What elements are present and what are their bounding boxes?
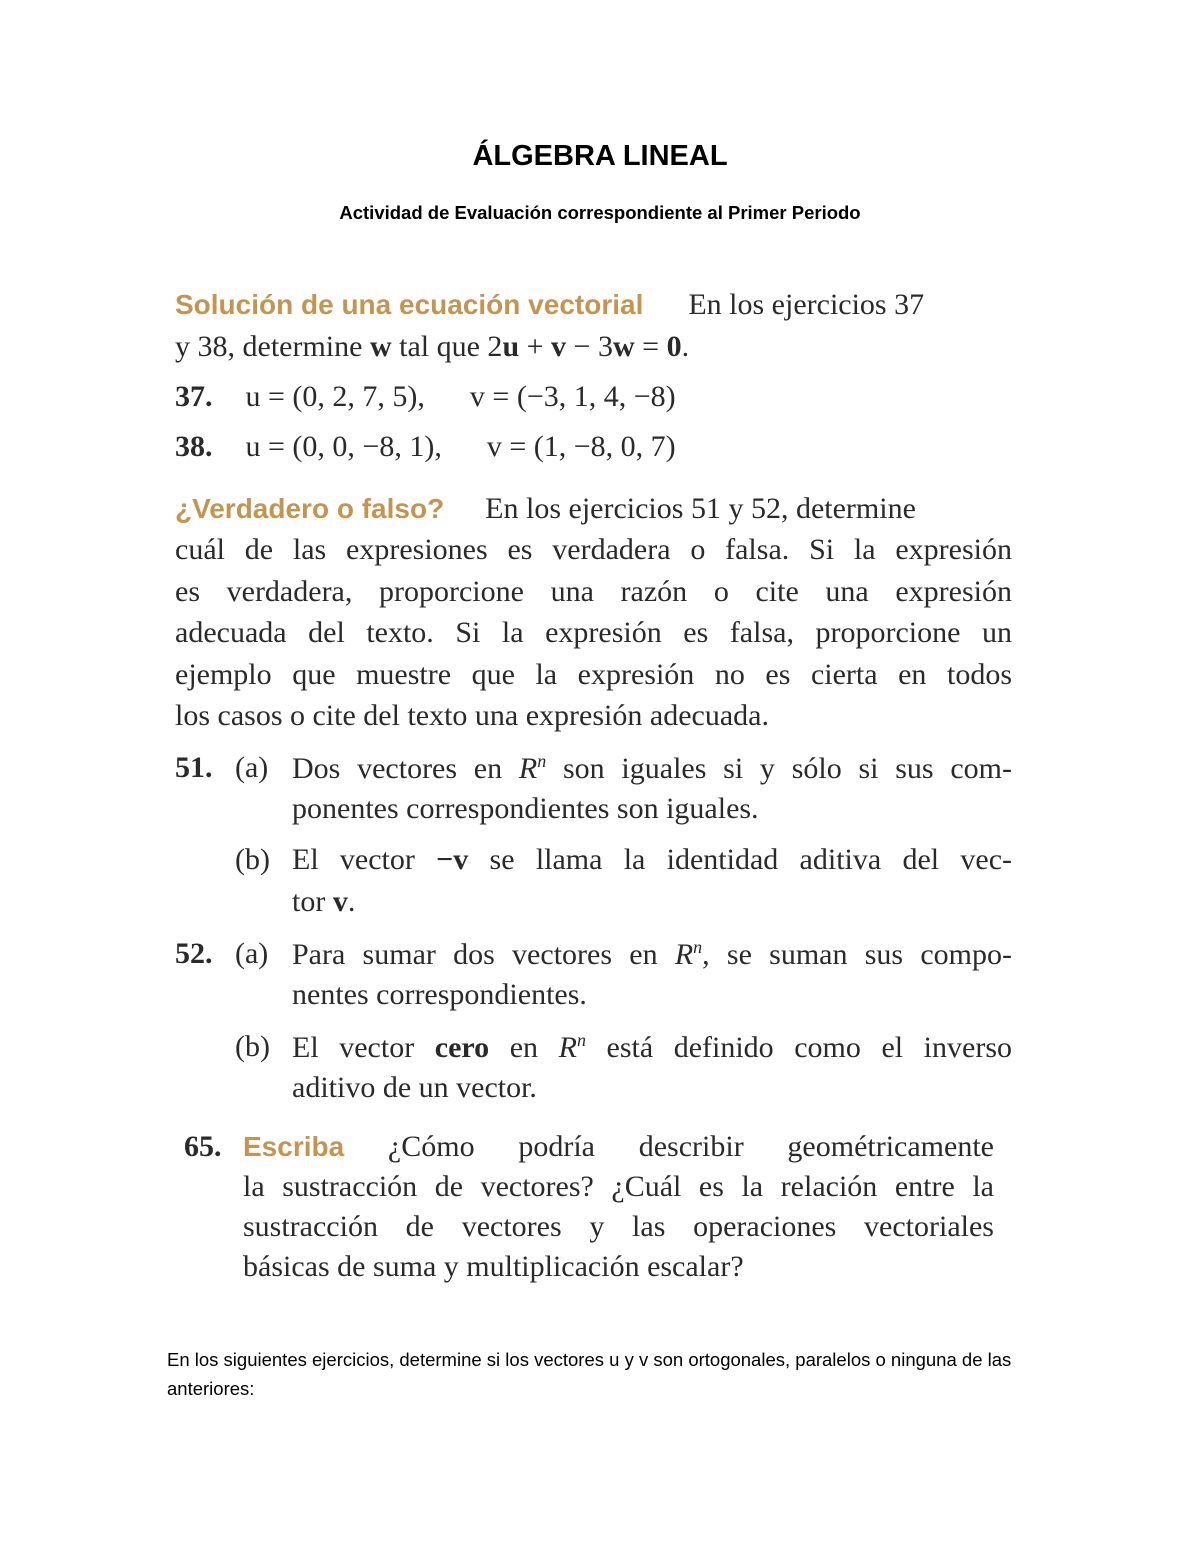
exercise-38: [175, 430, 676, 464]
math-R: R: [558, 1031, 577, 1064]
section3-line: básicas de suma y multiplicación escalar?: [243, 1250, 744, 1283]
exercise-37: [175, 380, 676, 414]
section3-text: ¿Cómo podría describir geométricamente: [387, 1130, 994, 1163]
text: está definido como el inverso: [585, 1031, 1012, 1064]
exercise-37-u: u = (0, 2, 7, 5),: [245, 380, 425, 413]
math-n: n: [576, 1030, 586, 1050]
page-subtitle: Actividad de Evaluación correspondiente al Primer Periodo: [339, 202, 861, 223]
page-title: ÁLGEBRA LINEAL: [472, 140, 728, 172]
text: , se suman sus compo-: [702, 938, 1012, 971]
vector-neg-v: −v: [436, 843, 469, 876]
text: se llama la identidad aditiva del vec-: [468, 843, 1012, 876]
exercise-38-v: v = (1, −8, 0, 7): [486, 430, 676, 463]
exercise-37-v: v = (−3, 1, 4, −8): [469, 380, 676, 413]
exercise-52a-line1: [292, 937, 1012, 972]
section3-line: la sustracción de vectores? ¿Cuál es la relación entre la: [243, 1170, 994, 1203]
math-n: n: [693, 937, 703, 957]
item-letter: (a): [235, 937, 269, 970]
exercise-number: 38.: [175, 430, 213, 463]
exercise-number: 37.: [175, 380, 213, 413]
text: El vector: [292, 1031, 435, 1064]
math-n: n: [537, 751, 547, 771]
text: son iguales si y sólo si sus com-: [546, 752, 1012, 785]
section3-heading: Escriba: [243, 1131, 345, 1162]
section1-line2: [175, 330, 689, 364]
item-letter: (b): [235, 1030, 270, 1063]
vector-w: w: [369, 330, 392, 363]
section2-heading: ¿Verdadero o falso?: [175, 493, 445, 524]
text: =: [634, 330, 667, 363]
bold-word: cero: [434, 1031, 490, 1064]
vector-w: w: [612, 330, 635, 363]
vector-v: v: [551, 330, 567, 363]
vector-u: u: [502, 330, 520, 363]
math-R: R: [674, 938, 694, 971]
exercise-52a-line2: nentes correspondientes.: [292, 978, 587, 1011]
section3-line: sustracción de vectores y las operaciones vectoriales: [243, 1210, 994, 1243]
section1-line1: [175, 288, 924, 322]
section2-line1: [175, 492, 916, 526]
section2-intro-line: los casos o cite del texto una expresión adecuada.: [175, 699, 769, 732]
section1-heading: Solución de una ecuación vectorial: [175, 289, 644, 320]
footer-instruction: En los siguientes ejercicios, determine si los vectores u y v son ortogonales, paralelos o ninguna de las anteriores:: [167, 1349, 1012, 1399]
exercise-51b-line2: [292, 885, 355, 919]
text: .: [681, 330, 690, 363]
exercise-38-u: u = (0, 0, −8, 1),: [245, 430, 442, 463]
section2-intro-line: cuál de las expresiones es verdadera o falsa. Si la expresión: [175, 533, 1012, 566]
exercise-51b-line1: [292, 843, 1012, 877]
text: tor: [292, 885, 333, 918]
exercise-number: 51.: [175, 751, 213, 784]
item-letter: (a): [235, 751, 269, 784]
exercise-52b-line2: aditivo de un vector.: [292, 1071, 537, 1104]
section2-intro-line: En los ejercicios 51 y 52, determine: [485, 492, 916, 525]
text: .: [347, 885, 356, 918]
section2-intro-line: adecuada del texto. Si la expresión es falsa, proporcione un: [175, 616, 1012, 649]
text: y 38, determine: [175, 330, 370, 363]
exercise-52b-line1: [292, 1030, 1012, 1065]
exercise-51a-line1: [292, 751, 1012, 786]
vector-v: v: [332, 885, 348, 918]
section2-intro-line: ejemplo que muestre que la expresión no es cierta en todos: [175, 658, 1012, 691]
section3-line1: [243, 1130, 994, 1164]
exercise-number: 52.: [175, 937, 213, 970]
section2-intro-line: es verdadera, proporcione una razón o cite una expresión: [175, 575, 1012, 608]
text: El vector: [292, 843, 437, 876]
exercise-number: 65.: [184, 1130, 222, 1163]
text: Para sumar dos vectores en: [292, 938, 675, 971]
text: Dos vectores en: [292, 752, 519, 785]
zero-vector: 0: [666, 330, 682, 363]
math-R: R: [518, 752, 538, 785]
exercise-51a-line2: ponentes correspondientes son iguales.: [292, 792, 759, 825]
text: − 3: [566, 330, 613, 363]
section1-intro-l1: En los ejercicios 37: [688, 288, 925, 321]
text: +: [519, 330, 552, 363]
text: en: [489, 1031, 559, 1064]
text: tal que 2: [391, 330, 503, 363]
item-letter: (b): [235, 843, 270, 876]
